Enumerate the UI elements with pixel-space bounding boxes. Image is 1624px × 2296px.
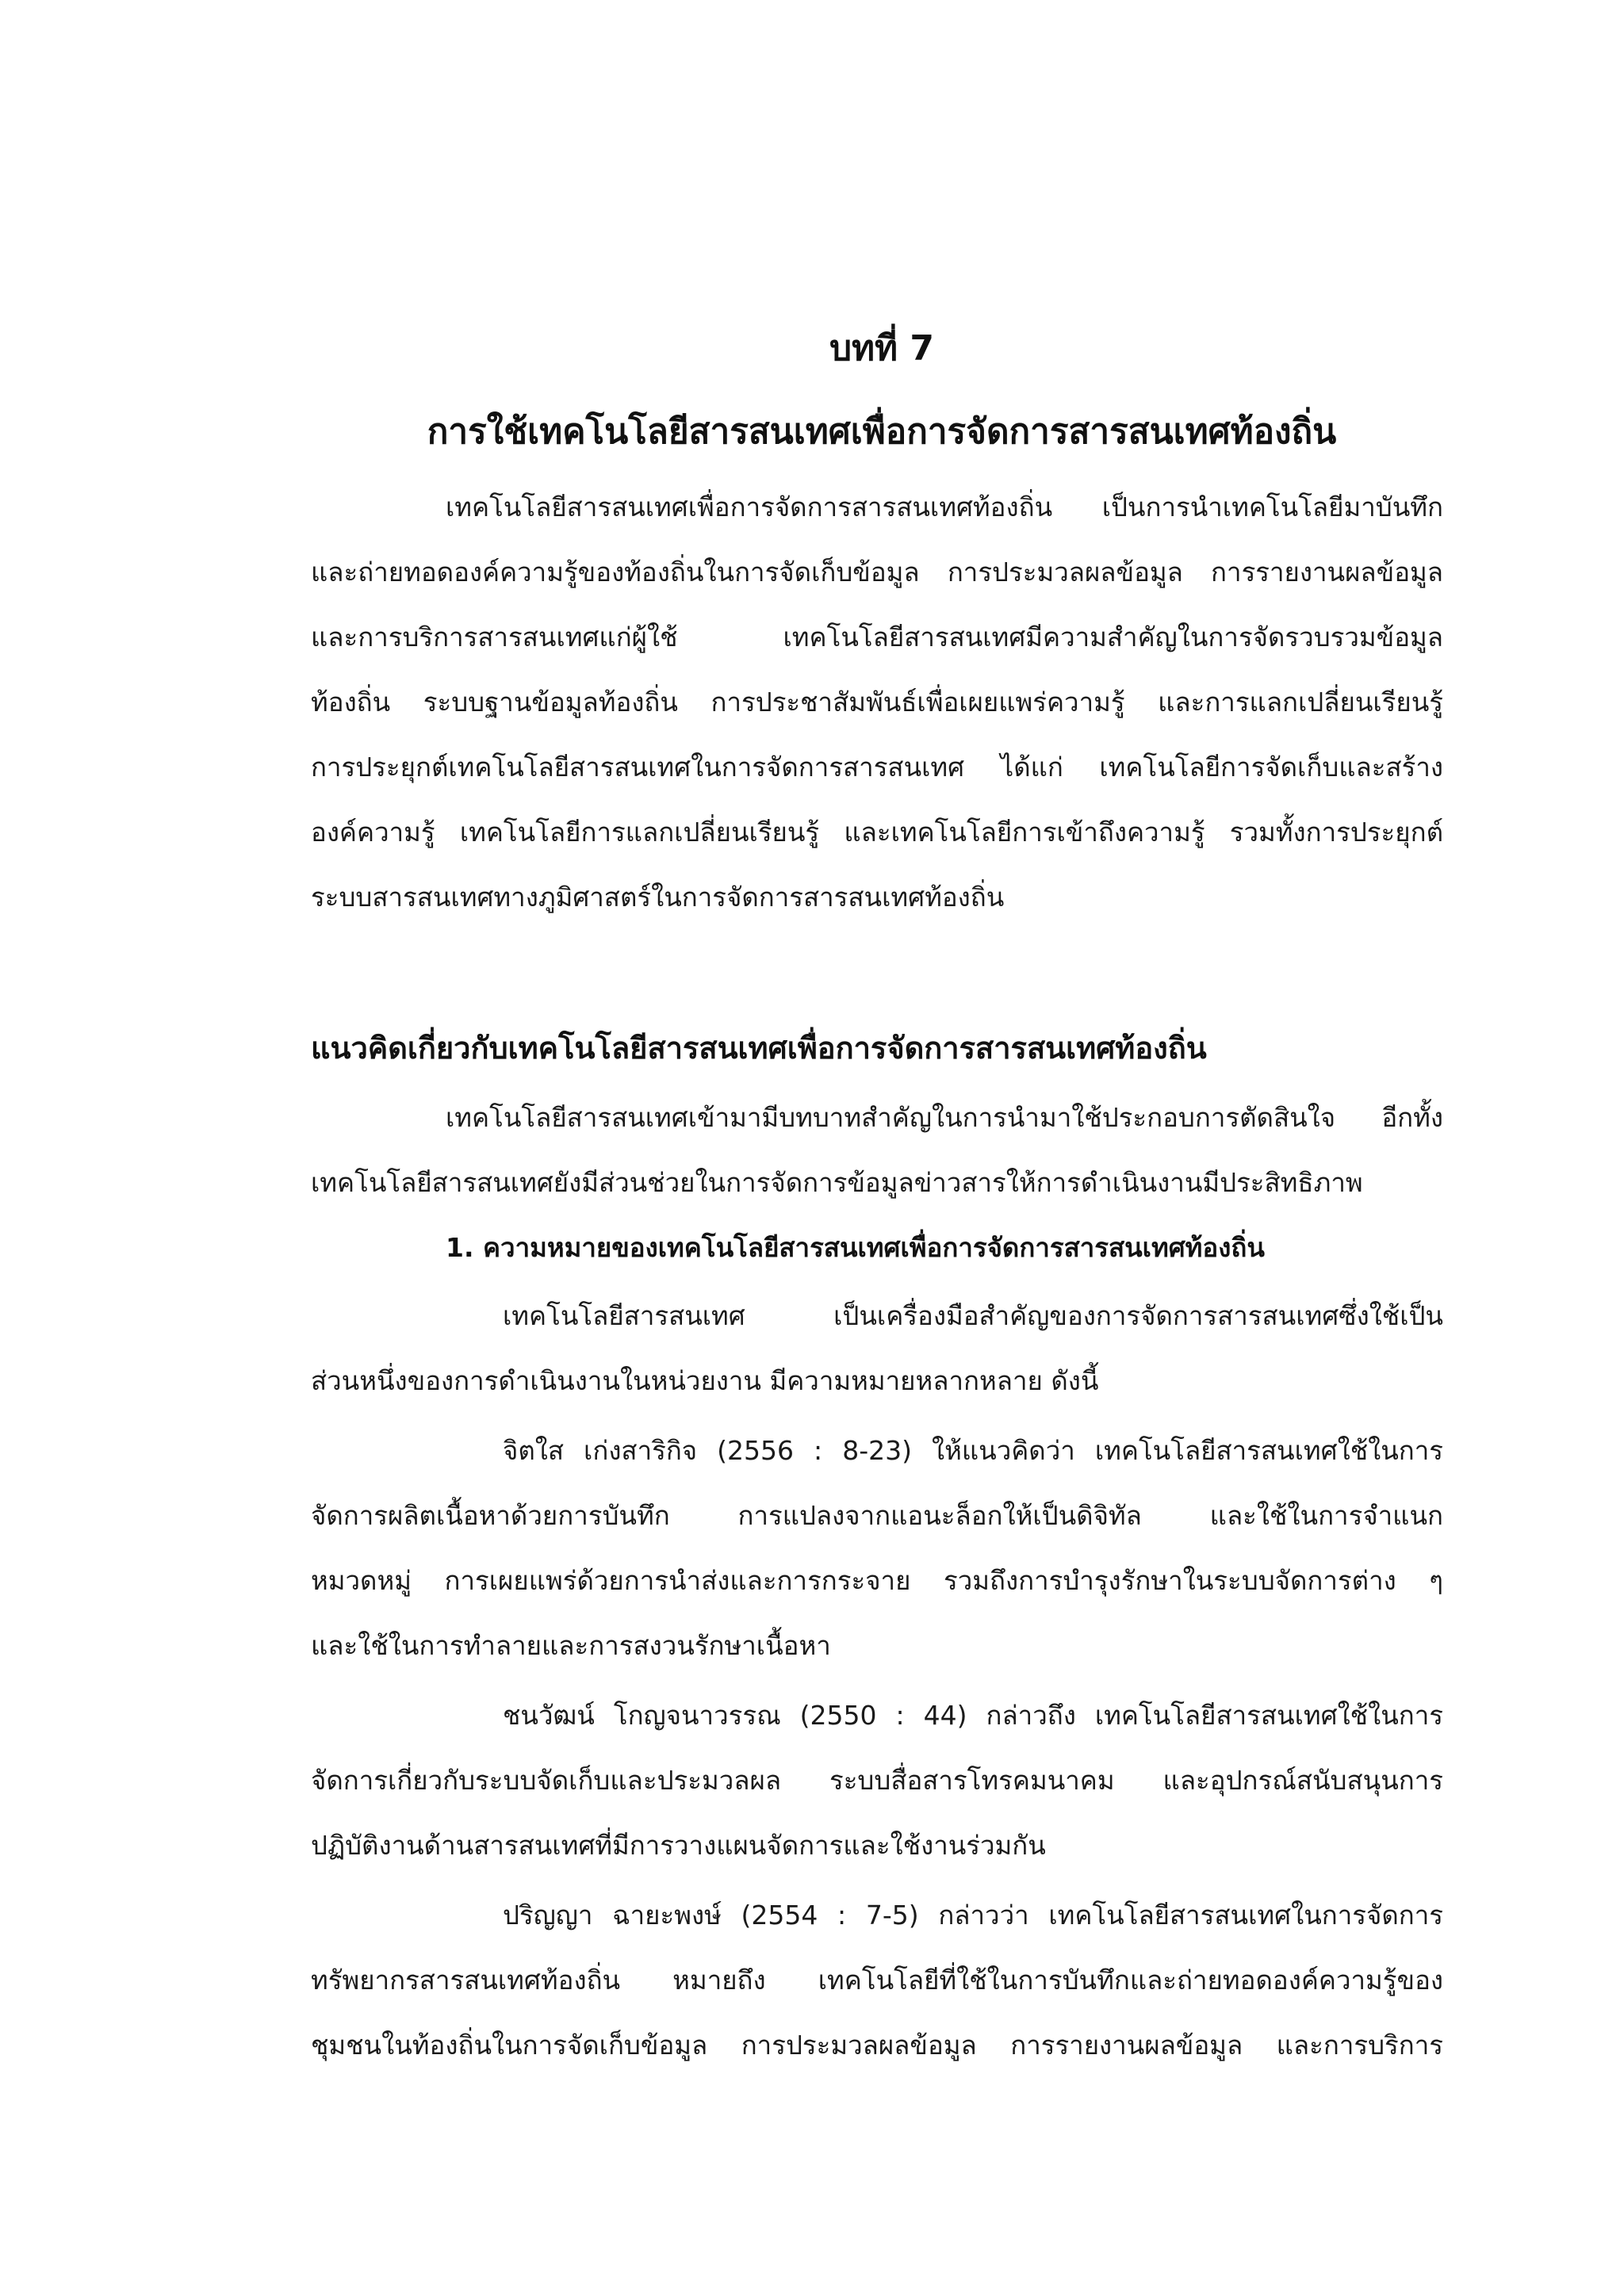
- chapter-title: การใช้เทคโนโลยีสารสนเทศเพื่อการจัดการสารสนเทศท้องถิ่น: [427, 411, 1337, 452]
- section-heading: แนวคิดเกี่ยวกับเทคโนโลยีสารสนเทศเพื่อการจัดการสารสนเทศท้องถิ่น: [311, 1031, 1207, 1066]
- citation-line: ปฏิบัติงานด้านสารสนเทศที่มีการวางแผนจัดการและใช้งานร่วมกัน: [311, 1830, 1046, 1861]
- section-line: เทคโนโลยีสารสนเทศเข้ามามีบทบาทสำคัญในการนำมาใช้ประกอบการตัดสินใจ อีกทั้ง: [446, 1102, 1443, 1133]
- citation-line: จัดการผลิตเนื้อหาด้วยการบันทึก การแปลงจากแอนะล็อกให้เป็นดิจิทัล และใช้ในการจำแนก: [311, 1500, 1443, 1531]
- citation-line: ทรัพยากรสารสนเทศท้องถิ่น หมายถึง เทคโนโลยีที่ใช้ในการบันทึกและถ่ายทอดองค์ความรู้ของ: [311, 1965, 1443, 1996]
- intro-line: ระบบสารสนเทศทางภูมิศาสตร์ในการจัดการสารสนเทศท้องถิ่น: [311, 882, 1005, 913]
- citation-line: และใช้ในการทำลายและการสงวนรักษาเนื้อหา: [311, 1630, 831, 1661]
- intro-line: เทคโนโลยีสารสนเทศเพื่อการจัดการสารสนเทศท้องถิ่น เป็นการนำเทคโนโลยีมาบันทึก: [446, 492, 1443, 522]
- subsection-intro-line: ส่วนหนึ่งของการดำเนินงานในหน่วยงาน มีความหมายหลากหลาย ดังนี้: [311, 1365, 1099, 1396]
- intro-line: องค์ความรู้ เทคโนโลยีการแลกเปลี่ยนเรียนรู้ และเทคโนโลยีการเข้าถึงความรู้ รวมทั้งการประยุกต์: [311, 817, 1443, 848]
- intro-line: ท้องถิ่น ระบบฐานข้อมูลท้องถิ่น การประชาสัมพันธ์เพื่อเผยแพร่ความรู้ และการแลกเปลี่ยนเรียนรู้: [311, 687, 1443, 718]
- citation-line: จิตใส เก่งสาริกิจ (2556 : 8-23) ให้แนวคิดว่า เทคโนโลยีสารสนเทศใช้ในการ: [503, 1435, 1443, 1466]
- citation-line: หมวดหมู่ การเผยแพร่ด้วยการนำส่งและการกระจาย รวมถึงการบำรุงรักษาในระบบจัดการต่าง ๆ: [311, 1565, 1443, 1596]
- chapter-number: บทที่ 7: [829, 328, 934, 369]
- subsection-intro-line: เทคโนโลยีสารสนเทศ เป็นเครื่องมือสำคัญของการจัดการสารสนเทศซึ่งใช้เป็น: [503, 1300, 1443, 1331]
- citation-line: ชนวัฒน์ โกญจนาวรรณ (2550 : 44) กล่าวถึง เทคโนโลยีสารสนเทศใช้ในการ: [503, 1700, 1443, 1731]
- intro-line: และการบริการสารสนเทศแก่ผู้ใช้ เทคโนโลยีสารสนเทศมีความสำคัญในการจัดรวบรวมข้อมูล: [311, 622, 1443, 652]
- subsection-heading: 1. ความหมายของเทคโนโลยีสารสนเทศเพื่อการจัดการสารสนเทศท้องถิ่น: [446, 1232, 1265, 1263]
- citation-line: ปริญญา ฉายะพงษ์ (2554 : 7-5) กล่าวว่า เทคโนโลยีสารสนเทศในการจัดการ: [503, 1900, 1443, 1931]
- intro-line: การประยุกต์เทคโนโลยีสารสนเทศในการจัดการสารสนเทศ ได้แก่ เทคโนโลยีการจัดเก็บและสร้าง: [311, 752, 1443, 783]
- citation-line: จัดการเกี่ยวกับระบบจัดเก็บและประมวลผล ระบบสื่อสารโทรคมนาคม และอุปกรณ์สนับสนุนการ: [311, 1765, 1443, 1796]
- section-line: เทคโนโลยีสารสนเทศยังมีส่วนช่วยในการจัดการข้อมูลข่าวสารให้การดำเนินงานมีประสิทธิภาพ: [311, 1167, 1363, 1198]
- citation-line: ชุมชนในท้องถิ่นในการจัดเก็บข้อมูล การประมวลผลข้อมูล การรายงานผลข้อมูล และการบริการ: [311, 2030, 1443, 2061]
- intro-line: และถ่ายทอดองค์ความรู้ของท้องถิ่นในการจัดเก็บข้อมูล การประมวลผลข้อมูล การรายงานผลข้อมูล: [311, 557, 1443, 587]
